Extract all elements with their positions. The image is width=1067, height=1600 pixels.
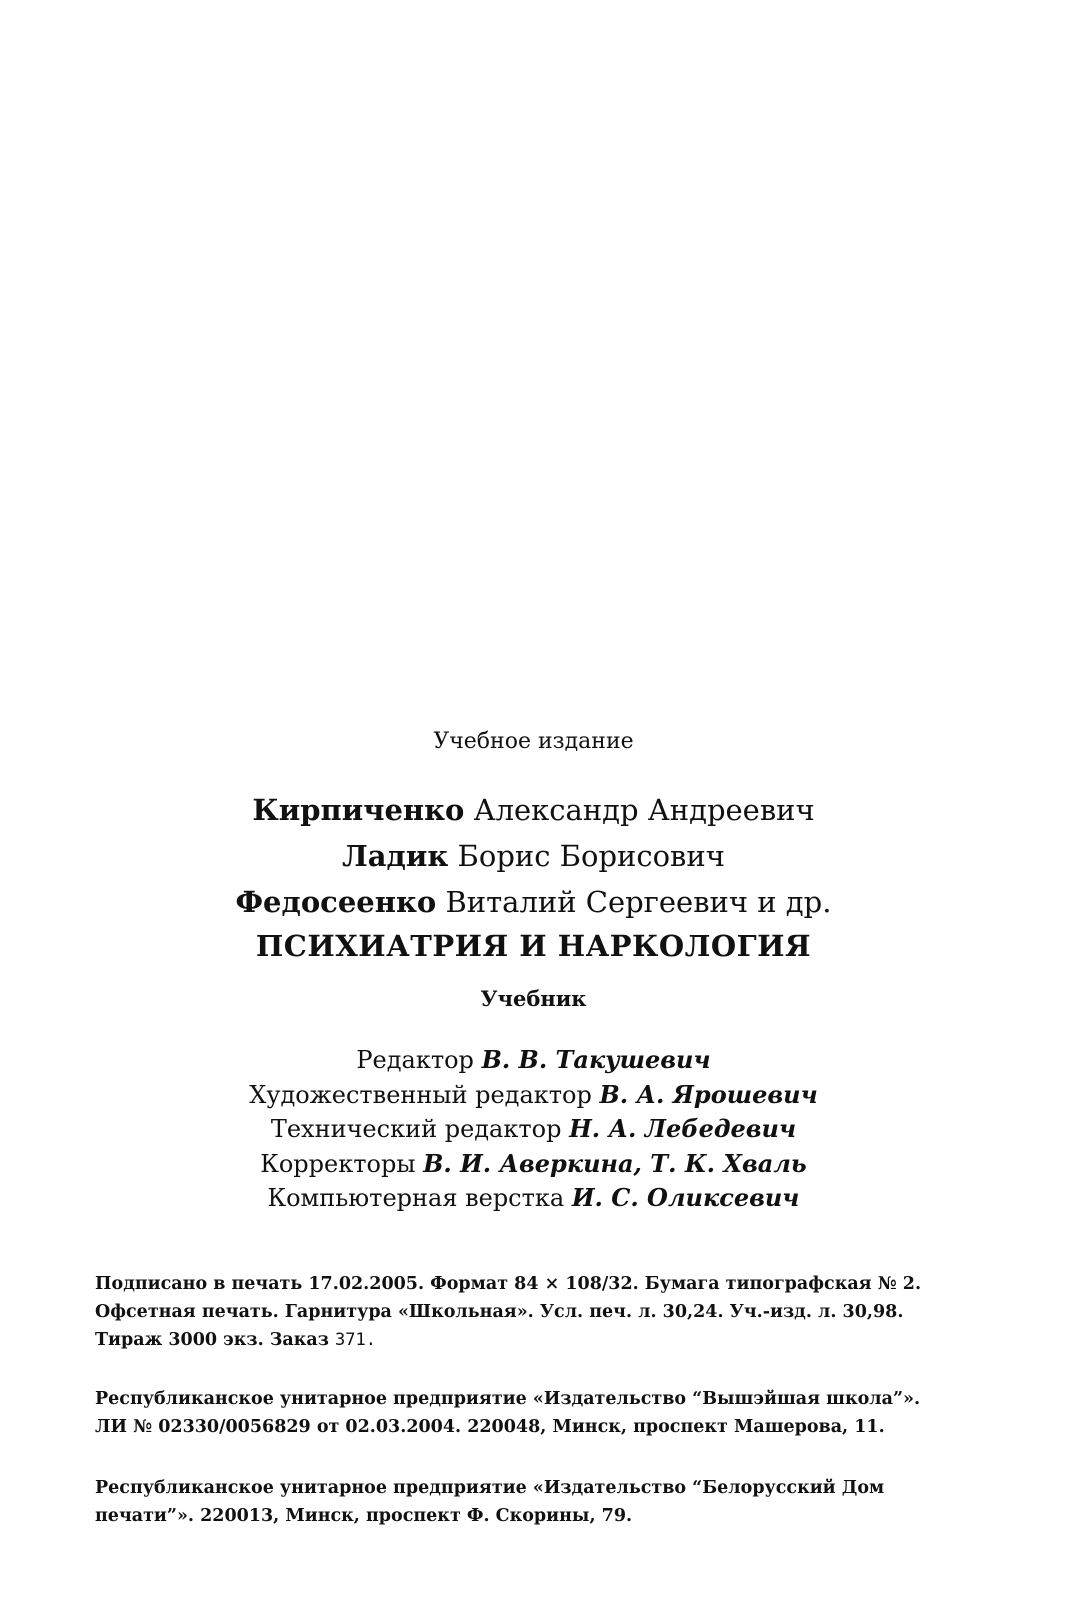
credit-person: И. С. Оликсевич [571,1183,800,1212]
order-number: 371. [335,1330,376,1350]
credit-person: Н. А. Лебедевич [569,1114,797,1143]
credit-person: В. А. Ярошевич [599,1079,818,1109]
credit-role: Технический редактор [270,1115,562,1143]
author-line [0,879,1067,925]
credit-role: Художественный редактор [249,1080,592,1109]
book-title: ПСИХИАТРИЯ И НАРКОЛОГИЯ [255,929,812,963]
author-line [0,787,1067,833]
print-details-line: Подписано в печать 17.02.2005. Формат 84 × 108/32. Бумага типографская № 2. [95,1274,922,1294]
print-details-line [95,1326,953,1354]
printer-line: печати”». 220013, Минск, проспект Ф. Скорины, 79. [95,1506,633,1526]
credit-line [0,1147,1067,1182]
publisher-details [95,1385,953,1441]
credit-line [0,1078,1067,1113]
publisher-line: ЛИ № 02330/0056829 от 02.03.2004. 220048, Минск, проспект Машерова, 11. [95,1417,885,1437]
author-given-name: Александр Андреевич [473,793,815,827]
author-surname: Кирпиченко [252,793,465,827]
credit-line [0,1112,1067,1147]
credit-person: В. В. Такушевич [481,1045,711,1074]
print-details [95,1270,953,1354]
author-surname: Федосеенко [235,885,437,919]
credit-role: Корректоры [260,1149,416,1178]
author-given-name: Виталий Сергеевич [445,885,749,919]
author-suffix: и др. [757,885,832,919]
credit-role: Редактор [356,1046,474,1074]
credit-line [0,1043,1067,1078]
publisher-line: Республиканское унитарное предприятие «Издательство “Вышэйшая школа”». [95,1389,921,1409]
credit-line [0,1181,1067,1216]
author-given-name: Борис Борисович [457,839,725,873]
print-details-line: Офсетная печать. Гарнитура «Школьная». Усл. печ. л. 30,24. Уч.-изд. л. 30,98. [95,1302,904,1322]
book-subtitle: Учебник [480,986,587,1011]
printer-line: Республиканское унитарное предприятие «Издательство “Белорусский Дом [95,1478,885,1498]
edition-type: Учебное издание [433,729,634,754]
author-surname: Ладик [342,839,449,873]
print-run: Тираж 3000 экз. Заказ [95,1330,329,1350]
printer-details [95,1474,953,1530]
credit-person: В. И. Аверкина, Т. К. Хваль [423,1148,807,1178]
credits-block [0,1043,1067,1216]
credit-role: Компьютерная верстка [267,1184,565,1212]
author-line [0,833,1067,879]
authors-block [0,787,1067,925]
